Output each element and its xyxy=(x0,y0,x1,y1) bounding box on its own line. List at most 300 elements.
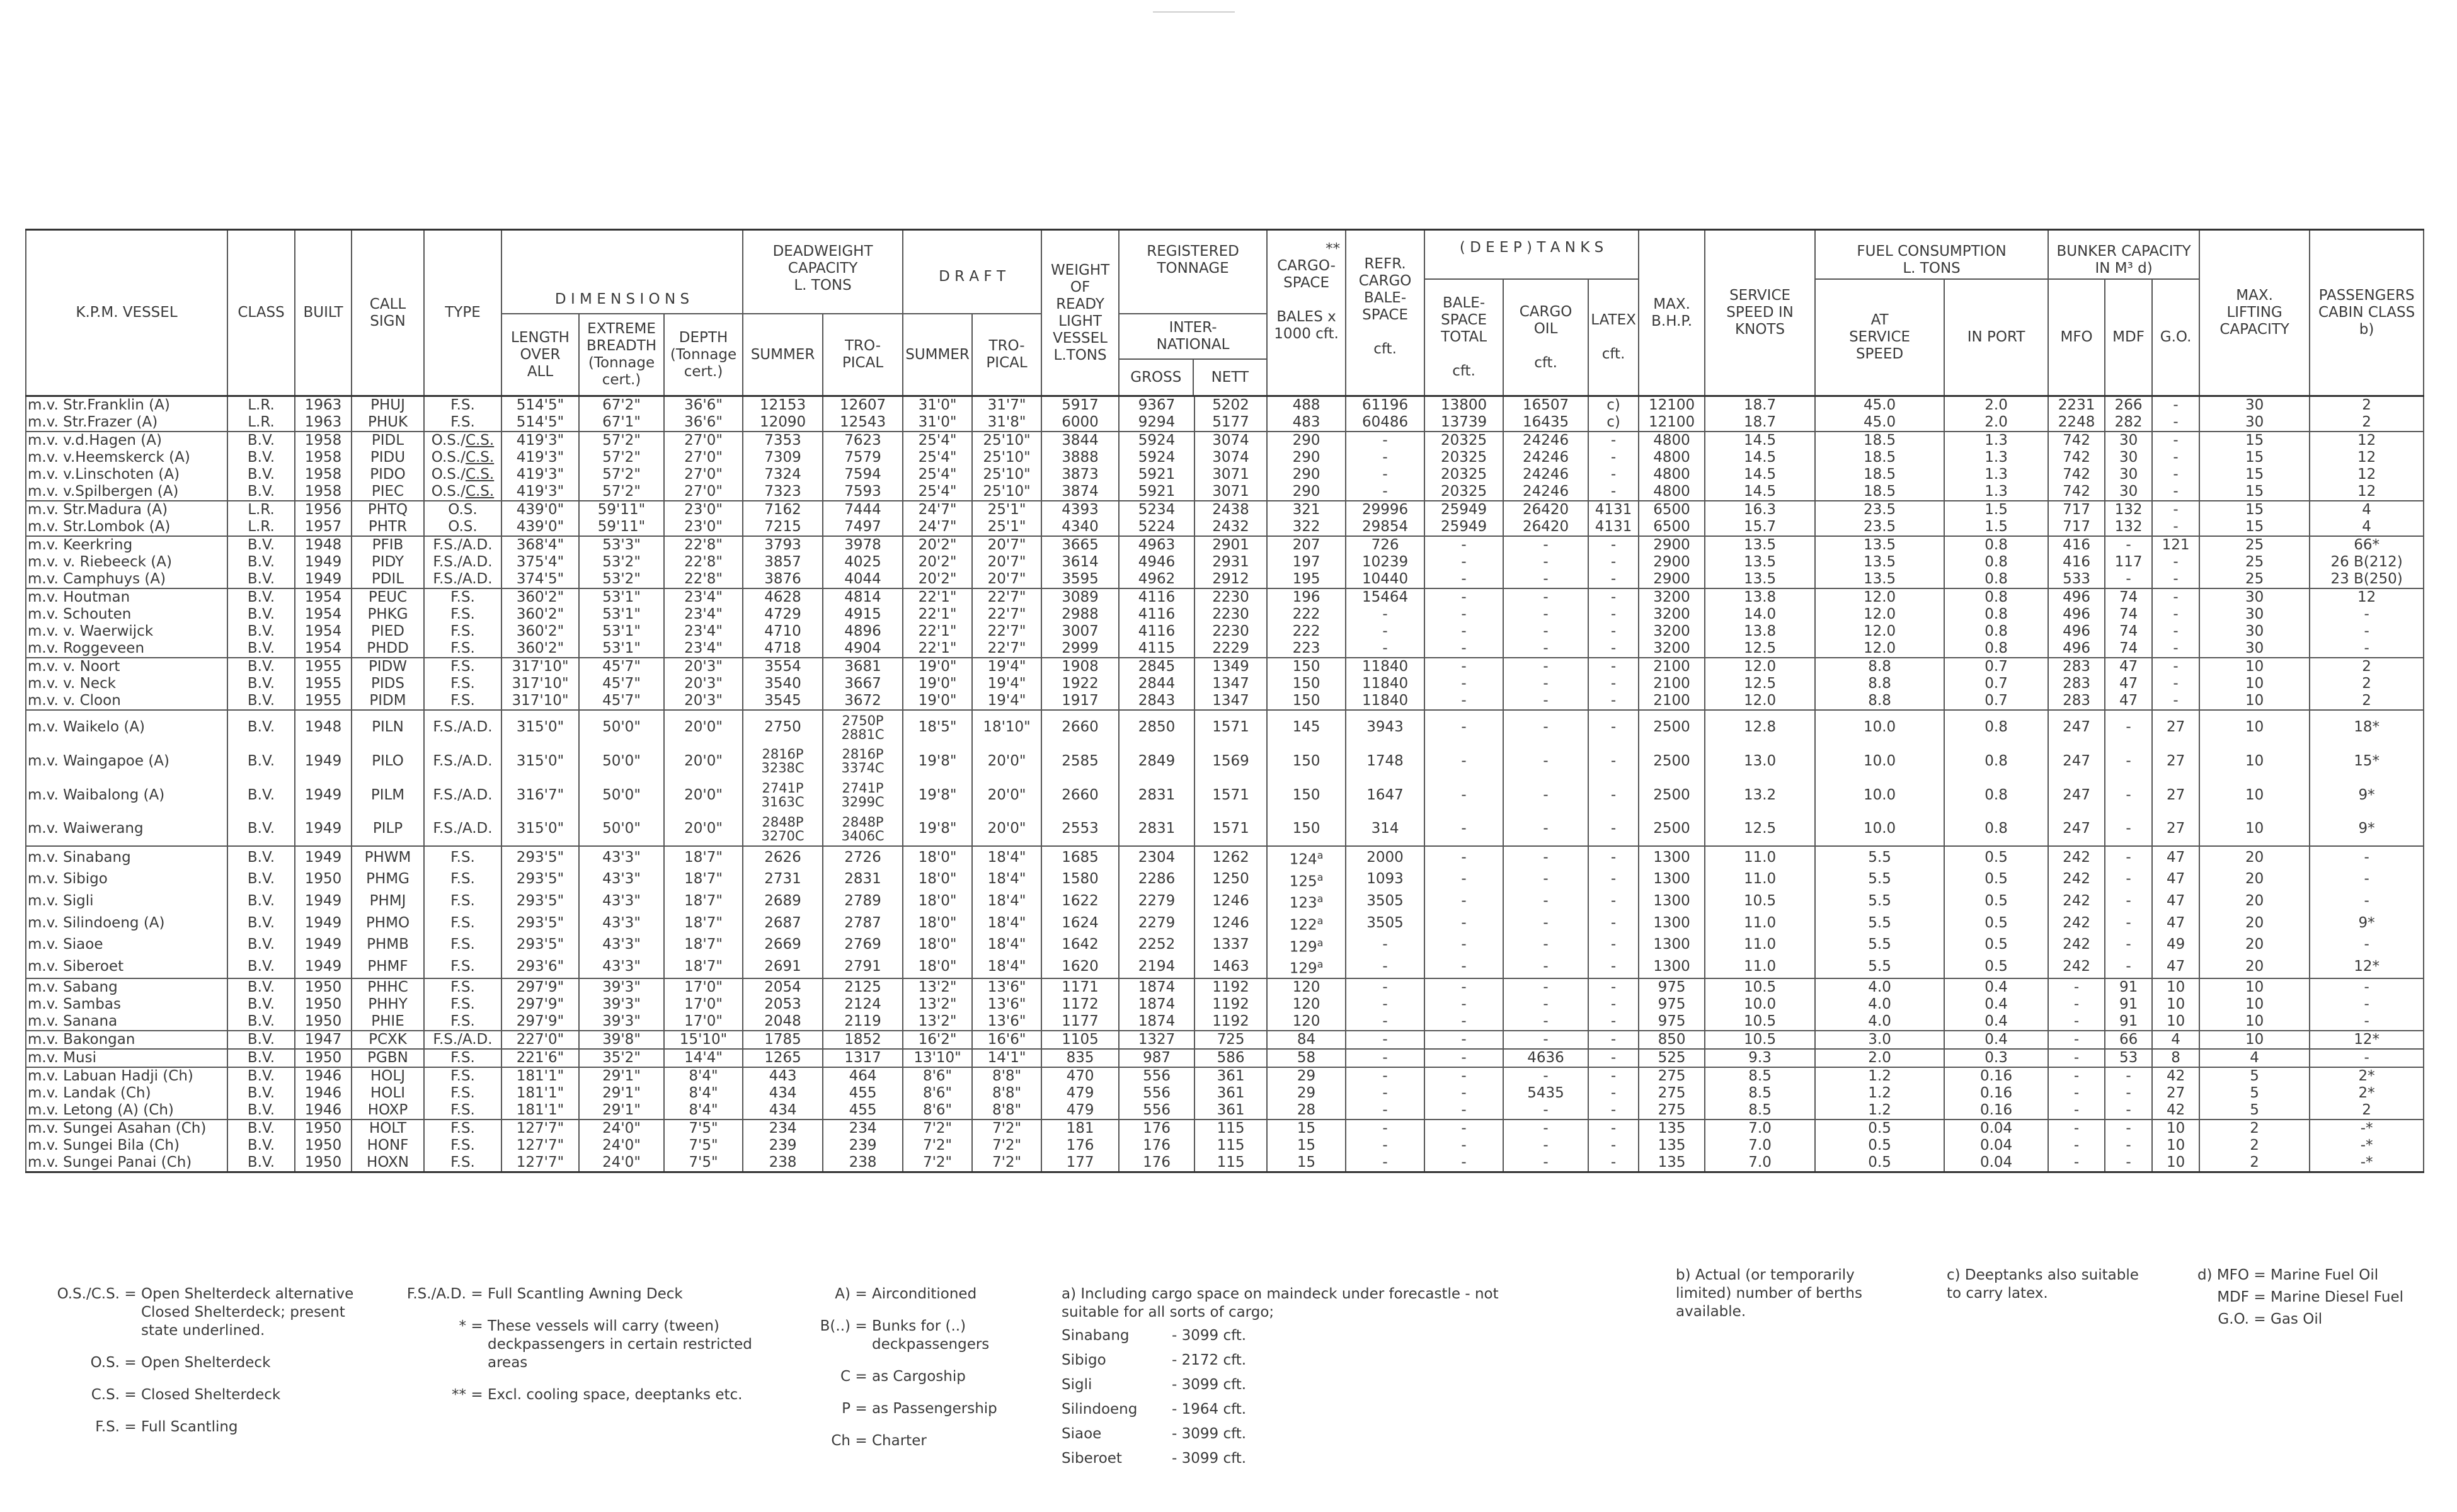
table-cell: - xyxy=(1424,1049,1503,1067)
table-cell: 283 xyxy=(2048,692,2105,710)
table-cell: F.S. xyxy=(424,1154,501,1172)
table-cell: 419'3" xyxy=(501,449,579,466)
table-cell: 2230 xyxy=(1194,606,1267,623)
table-cell: 1949 xyxy=(295,846,352,869)
table-cell: 2 xyxy=(2310,414,2424,432)
table-cell: 1349 xyxy=(1194,658,1267,675)
table-cell: 2194 xyxy=(1119,956,1194,978)
table-cell: PIEC xyxy=(352,483,424,501)
table-cell: 0.5 xyxy=(1944,934,2048,956)
table-cell: 4718 xyxy=(743,640,823,658)
table-cell: 514'5" xyxy=(501,414,579,432)
table-cell: F.S. xyxy=(424,912,501,934)
table-cell: - xyxy=(2105,869,2152,891)
table-cell: 9294 xyxy=(1119,414,1194,432)
legend-entry: P = as Passengership xyxy=(842,1400,997,1417)
table-cell: 234 xyxy=(823,1120,903,1137)
vessel-group xyxy=(26,1120,2424,1172)
table-cell: 8.5 xyxy=(1705,1102,1815,1120)
table-cell: F.S. xyxy=(424,675,501,692)
table-cell: 20'2" xyxy=(903,536,972,554)
table-cell: 2000 xyxy=(1346,846,1424,869)
table-cell: 20 xyxy=(2199,869,2310,891)
table-cell: PHUJ xyxy=(352,396,424,415)
table-cell: PILO xyxy=(352,744,424,778)
table-cell: F.S./A.D. xyxy=(424,536,501,554)
table-cell: - xyxy=(1346,449,1424,466)
table-cell: 1.3 xyxy=(1944,449,2048,466)
table-row xyxy=(26,1031,2424,1049)
note-d-item: G.O. = Gas Oil xyxy=(2218,1311,2323,1327)
table-cell: 12* xyxy=(2310,1031,2424,1049)
table-cell: - xyxy=(1424,956,1503,978)
table-cell: 18'0" xyxy=(903,956,972,978)
table-cell: 123$^a$ xyxy=(1267,890,1346,912)
table-cell: - xyxy=(2105,1067,2152,1085)
table-cell: 15 xyxy=(2199,483,2310,501)
table-cell: 360'2" xyxy=(501,623,579,640)
table-cell: - xyxy=(1503,1067,1588,1085)
table-cell: PHTR xyxy=(352,518,424,536)
table-cell: 7'5" xyxy=(664,1154,743,1172)
table-cell: 987 xyxy=(1119,1049,1194,1067)
table-cell: 2054 xyxy=(743,978,823,996)
table-cell: 10 xyxy=(2199,1013,2310,1031)
table-cell: 3505 xyxy=(1346,890,1424,912)
table-cell: 30 xyxy=(2105,449,2152,466)
table-cell: 1300 xyxy=(1639,912,1705,934)
legend-entry: B(..) = Bunks for (..) deckpassengers xyxy=(820,1318,990,1353)
table-cell: 24246 xyxy=(1503,483,1588,501)
table-cell: F.S. xyxy=(424,588,501,606)
table-cell: 74 xyxy=(2105,640,2152,658)
table-cell: 0.8 xyxy=(1944,623,2048,640)
table-cell: 15* xyxy=(2310,744,2424,778)
table-cell: 2230 xyxy=(1194,588,1267,606)
table-cell: 25'1" xyxy=(972,518,1041,536)
table-cell: 0.4 xyxy=(1944,1031,2048,1049)
table-cell: 27'0" xyxy=(664,432,743,449)
table-cell: - xyxy=(2152,554,2199,571)
legend-types xyxy=(25,1285,378,1450)
table-cell: PGBN xyxy=(352,1049,424,1067)
table-cell: 2791 xyxy=(823,956,903,978)
table-cell: 0.4 xyxy=(1944,978,2048,996)
vessel-name-cell: m.v. Sabang xyxy=(26,978,227,996)
table-cell: - xyxy=(2048,978,2105,996)
table-cell: 717 xyxy=(2048,501,2105,518)
table-cell: 3074 xyxy=(1194,432,1267,449)
table-cell: 2660 xyxy=(1041,710,1119,744)
table-cell: PHWM xyxy=(352,846,424,869)
vessel-group xyxy=(26,588,2424,658)
table-cell: 23'0" xyxy=(664,501,743,518)
vessel-group xyxy=(26,1049,2424,1067)
table-cell: 45'7" xyxy=(579,675,664,692)
table-cell: 3540 xyxy=(743,675,823,692)
table-cell: 50'0" xyxy=(579,744,664,778)
table-cell: 23'4" xyxy=(664,623,743,640)
table-cell: - xyxy=(1503,996,1588,1013)
vessel-name-cell: m.v. v.Heemskerck (A) xyxy=(26,449,227,466)
table-cell: 2689 xyxy=(743,890,823,912)
table-cell: - xyxy=(1503,1031,1588,1049)
table-row xyxy=(26,396,2424,415)
vessel-name-cell: m.v. Sibigo xyxy=(26,869,227,891)
table-cell: 464 xyxy=(823,1067,903,1085)
table-cell: - xyxy=(1588,623,1639,640)
table-cell: 16'6" xyxy=(972,1031,1041,1049)
table-cell: 115 xyxy=(1194,1120,1267,1137)
table-cell: - xyxy=(1503,846,1588,869)
table-cell: 4.0 xyxy=(1815,1013,1944,1031)
table-cell: 39'3" xyxy=(579,978,664,996)
table-cell: - xyxy=(1424,1154,1503,1172)
table-cell: 4904 xyxy=(823,640,903,658)
table-cell: 10 xyxy=(2199,658,2310,675)
table-cell: 0.8 xyxy=(1944,640,2048,658)
table-cell: 293'5" xyxy=(501,912,579,934)
table-cell: 10.0 xyxy=(1815,744,1944,778)
table-cell: 1300 xyxy=(1639,846,1705,869)
table-cell: 22'7" xyxy=(972,623,1041,640)
table-cell: 1950 xyxy=(295,869,352,891)
table-cell: 1946 xyxy=(295,1085,352,1102)
table-cell: 28 xyxy=(1267,1102,1346,1120)
table-cell: 25 xyxy=(2199,571,2310,588)
table-cell: 50'0" xyxy=(579,778,664,812)
table-cell: 150 xyxy=(1267,744,1346,778)
table-cell: 4025 xyxy=(823,554,903,571)
table-cell: 2248 xyxy=(2048,414,2105,432)
table-cell: 12153 xyxy=(743,396,823,415)
table-cell: 1948 xyxy=(295,710,352,744)
table-cell: c) xyxy=(1588,396,1639,415)
table-cell: 2 xyxy=(2199,1154,2310,1172)
table-cell: 455 xyxy=(823,1102,903,1120)
table-cell: 470 xyxy=(1041,1067,1119,1085)
table-cell: 23'4" xyxy=(664,606,743,623)
table-cell: 30 xyxy=(2199,588,2310,606)
table-cell: - xyxy=(1503,778,1588,812)
table-cell: 18'4" xyxy=(972,869,1041,891)
table-row xyxy=(26,978,2424,996)
table-cell: 207 xyxy=(1267,536,1346,554)
table-cell: 1192 xyxy=(1194,1013,1267,1031)
table-cell: B.V. xyxy=(227,536,295,554)
table-cell: 12.0 xyxy=(1705,658,1815,675)
table-cell: 8'6" xyxy=(903,1085,972,1102)
header-cargo-space: ** CARGO- SPACE BALES x 1000 cft. xyxy=(1267,230,1346,396)
table-cell: F.S. xyxy=(424,978,501,996)
vessel-name-cell: m.v. Roggeveen xyxy=(26,640,227,658)
table-cell: 1265 xyxy=(743,1049,823,1067)
table-cell: 4 xyxy=(2152,1031,2199,1049)
table-cell: 12 xyxy=(2310,483,2424,501)
table-row xyxy=(26,658,2424,675)
header-lifting: MAX. LIFTING CAPACITY xyxy=(2199,230,2310,396)
table-cell: 2626 xyxy=(743,846,823,869)
table-row xyxy=(26,744,2424,778)
table-cell: 18.5 xyxy=(1815,483,1944,501)
table-cell: 7'2" xyxy=(972,1137,1041,1154)
table-cell: F.S./A.D. xyxy=(424,744,501,778)
vessel-name-cell: m.v. Houtman xyxy=(26,588,227,606)
table-row xyxy=(26,912,2424,934)
table-cell: 1963 xyxy=(295,396,352,415)
table-cell: - xyxy=(2310,869,2424,891)
table-cell: F.S. xyxy=(424,658,501,675)
table-cell: 8.8 xyxy=(1815,692,1944,710)
table-cell: 12.5 xyxy=(1705,640,1815,658)
table-cell: - xyxy=(2048,1049,2105,1067)
note-a-item: Siberoet - 3099 cft. xyxy=(1062,1450,1247,1467)
table-cell: 43'3" xyxy=(579,912,664,934)
table-cell: 1.5 xyxy=(1944,501,2048,518)
table-cell: 4896 xyxy=(823,623,903,640)
table-cell: 3089 xyxy=(1041,588,1119,606)
table-cell: 835 xyxy=(1041,1049,1119,1067)
table-cell: B.V. xyxy=(227,778,295,812)
table-cell: 1950 xyxy=(295,1154,352,1172)
table-cell: 13.8 xyxy=(1705,623,1815,640)
table-cell: - xyxy=(1588,956,1639,978)
table-cell: 20'7" xyxy=(972,554,1041,571)
table-cell: 434 xyxy=(743,1085,823,1102)
table-cell: 10.0 xyxy=(1705,996,1815,1013)
table-cell: 1105 xyxy=(1041,1031,1119,1049)
vessel-name-cell: m.v. v.Linschoten (A) xyxy=(26,466,227,483)
table-row xyxy=(26,846,2424,869)
table-cell: 30 xyxy=(2199,396,2310,415)
table-cell: 18'7" xyxy=(664,869,743,891)
table-cell: 479 xyxy=(1041,1085,1119,1102)
table-cell: 5234 xyxy=(1119,501,1194,518)
table-cell: 20'0" xyxy=(972,778,1041,812)
header-mfo: MFO xyxy=(2048,279,2105,396)
table-cell: 47 xyxy=(2105,658,2152,675)
table-cell: - xyxy=(1346,466,1424,483)
table-cell: 1.3 xyxy=(1944,483,2048,501)
table-cell: 53'1" xyxy=(579,606,664,623)
vessel-group xyxy=(26,710,2424,846)
table-cell: 43'3" xyxy=(579,956,664,978)
note-a-item: Siaoe - 3099 cft. xyxy=(1062,1426,1247,1442)
table-cell: 4 xyxy=(2310,518,2424,536)
table-cell: 12.5 xyxy=(1705,812,1815,846)
table-cell: 2053 xyxy=(743,996,823,1013)
table-cell: 150 xyxy=(1267,692,1346,710)
table-cell: 36'6" xyxy=(664,414,743,432)
table-cell: 419'3" xyxy=(501,432,579,449)
table-cell: B.V. xyxy=(227,1013,295,1031)
table-cell: 2849 xyxy=(1119,744,1194,778)
table-cell: 47 xyxy=(2152,890,2199,912)
table-cell: 91 xyxy=(2105,1013,2152,1031)
vessel-name-cell: m.v. Str.Frazer (A) xyxy=(26,414,227,432)
table-cell: 374'5" xyxy=(501,571,579,588)
vessel-name-cell: m.v. v. Waerwijck xyxy=(26,623,227,640)
table-cell: 2.0 xyxy=(1815,1049,1944,1067)
table-cell: L.R. xyxy=(227,501,295,518)
table-cell: 2816P 3374C xyxy=(823,744,903,778)
table-cell: 25 xyxy=(2199,554,2310,571)
table-cell: 1958 xyxy=(295,466,352,483)
vessel-group xyxy=(26,846,2424,978)
legend-entry: O.S. = Open Shelterdeck xyxy=(90,1354,271,1371)
table-cell: - xyxy=(1588,996,1639,1013)
table-cell: 2500 xyxy=(1639,710,1705,744)
table-cell: 10239 xyxy=(1346,554,1424,571)
table-cell: 290 xyxy=(1267,449,1346,466)
vessel-name-cell: m.v. Camphuys (A) xyxy=(26,571,227,588)
table-cell: F.S. xyxy=(424,606,501,623)
table-cell: 1950 xyxy=(295,1049,352,1067)
table-cell: 1955 xyxy=(295,675,352,692)
table-cell: 242 xyxy=(2048,934,2105,956)
header-at-service: AT SERVICE SPEED xyxy=(1815,279,1944,396)
table-cell: - xyxy=(1588,554,1639,571)
table-cell: - xyxy=(1424,571,1503,588)
table-cell: - xyxy=(1588,912,1639,934)
table-cell: - xyxy=(1346,1154,1424,1172)
vessel-group xyxy=(26,978,2424,1031)
table-cell: 127'7" xyxy=(501,1137,579,1154)
table-cell: 315'0" xyxy=(501,710,579,744)
table-cell: B.V. xyxy=(227,658,295,675)
table-cell: 57'2" xyxy=(579,449,664,466)
table-cell: B.V. xyxy=(227,571,295,588)
header-go: G.O. xyxy=(2152,279,2199,396)
table-cell: 275 xyxy=(1639,1102,1705,1120)
table-cell: - xyxy=(2105,1154,2152,1172)
table-cell: 1192 xyxy=(1194,978,1267,996)
table-cell: 17'0" xyxy=(664,978,743,996)
table-cell: 1622 xyxy=(1041,890,1119,912)
table-cell: 242 xyxy=(2048,869,2105,891)
legend-entry: F.S./A.D. = Full Scantling Awning Deck xyxy=(406,1286,683,1302)
table-cell: 3071 xyxy=(1194,483,1267,501)
header-length: LENGTH OVER ALL xyxy=(501,314,579,396)
table-cell: 12607 xyxy=(823,396,903,415)
header-cargo-oil: CARGO OIL cft. xyxy=(1503,279,1588,396)
table-cell: F.S./A.D. xyxy=(424,812,501,846)
table-cell: 4946 xyxy=(1119,554,1194,571)
table-cell: 2500 xyxy=(1639,812,1705,846)
table-row xyxy=(26,518,2424,536)
vessel-name-cell: m.v. Schouten xyxy=(26,606,227,623)
table-cell: 15'10" xyxy=(664,1031,743,1049)
table-cell: 4636 xyxy=(1503,1049,1588,1067)
header-built: BUILT xyxy=(295,230,352,396)
table-cell: 0.5 xyxy=(1815,1120,1944,1137)
table-cell: 1.2 xyxy=(1815,1102,1944,1120)
table-cell: 18'4" xyxy=(972,890,1041,912)
table-cell: 30 xyxy=(2199,623,2310,640)
table-cell: PILP xyxy=(352,812,424,846)
table-cell: 3007 xyxy=(1041,623,1119,640)
table-cell: - xyxy=(2152,432,2199,449)
table-cell: 1949 xyxy=(295,934,352,956)
table-cell: - xyxy=(1588,588,1639,606)
header-fuel: FUEL CONSUMPTION L. TONS xyxy=(1815,230,2048,280)
table-cell: 360'2" xyxy=(501,640,579,658)
table-cell: 2100 xyxy=(1639,658,1705,675)
table-cell: PHMO xyxy=(352,912,424,934)
table-cell: 24'0" xyxy=(579,1154,664,1172)
table-cell: 0.04 xyxy=(1944,1137,2048,1154)
header-registered: REGISTERED TONNAGE xyxy=(1119,230,1267,314)
table-cell: 120 xyxy=(1267,978,1346,996)
table-cell: 10 xyxy=(2199,1031,2310,1049)
table-cell: 247 xyxy=(2048,812,2105,846)
table-cell: 22'7" xyxy=(972,588,1041,606)
table-cell: 2769 xyxy=(823,934,903,956)
table-cell: 10 xyxy=(2199,692,2310,710)
table-cell: 2252 xyxy=(1119,934,1194,956)
vessel-group xyxy=(26,432,2424,501)
table-cell: 488 xyxy=(1267,396,1346,415)
table-cell: B.V. xyxy=(227,483,295,501)
table-cell: 12 xyxy=(2310,449,2424,466)
table-cell: 1580 xyxy=(1041,869,1119,891)
table-cell: 29854 xyxy=(1346,518,1424,536)
table-cell: 19'0" xyxy=(903,692,972,710)
table-cell: 1956 xyxy=(295,501,352,518)
table-cell: - xyxy=(1503,710,1588,744)
table-cell: PHDD xyxy=(352,640,424,658)
table-cell: 30 xyxy=(2199,606,2310,623)
table-cell: 150 xyxy=(1267,778,1346,812)
table-cell: 195 xyxy=(1267,571,1346,588)
table-cell: 2850 xyxy=(1119,710,1194,744)
table-cell: 725 xyxy=(1194,1031,1267,1049)
table-row xyxy=(26,956,2424,978)
table-cell: 1954 xyxy=(295,623,352,640)
table-cell: 19'8" xyxy=(903,744,972,778)
table-cell: 2 xyxy=(2199,1137,2310,1154)
table-cell: 23'4" xyxy=(664,640,743,658)
table-cell: 135 xyxy=(1639,1154,1705,1172)
table-cell: - xyxy=(2152,658,2199,675)
table-cell: F.S. xyxy=(424,692,501,710)
table-cell: PFIB xyxy=(352,536,424,554)
table-cell: - xyxy=(1346,606,1424,623)
table-cell: 13'2" xyxy=(903,1013,972,1031)
table-cell: 10 xyxy=(2152,1013,2199,1031)
vessel-name-cell: m.v. v. Cloon xyxy=(26,692,227,710)
table-cell: 47 xyxy=(2152,956,2199,978)
table-cell: c) xyxy=(1588,414,1639,432)
table-cell: 47 xyxy=(2152,869,2199,891)
table-cell: 8.8 xyxy=(1815,675,1944,692)
table-cell: - xyxy=(1346,432,1424,449)
table-cell: PIED xyxy=(352,623,424,640)
table-cell: 0.8 xyxy=(1944,744,2048,778)
table-cell: - xyxy=(1346,483,1424,501)
table-cell: 8'4" xyxy=(664,1102,743,1120)
table-cell: L.R. xyxy=(227,518,295,536)
table-cell: 30 xyxy=(2199,640,2310,658)
header-draft: D R A F T xyxy=(903,230,1041,314)
table-cell: 3200 xyxy=(1639,640,1705,658)
table-cell: PHMF xyxy=(352,956,424,978)
table-cell: 496 xyxy=(2048,640,2105,658)
table-cell: 145 xyxy=(1267,710,1346,744)
table-cell: 4116 xyxy=(1119,623,1194,640)
table-cell: 1958 xyxy=(295,483,352,501)
table-cell: 26420 xyxy=(1503,518,1588,536)
